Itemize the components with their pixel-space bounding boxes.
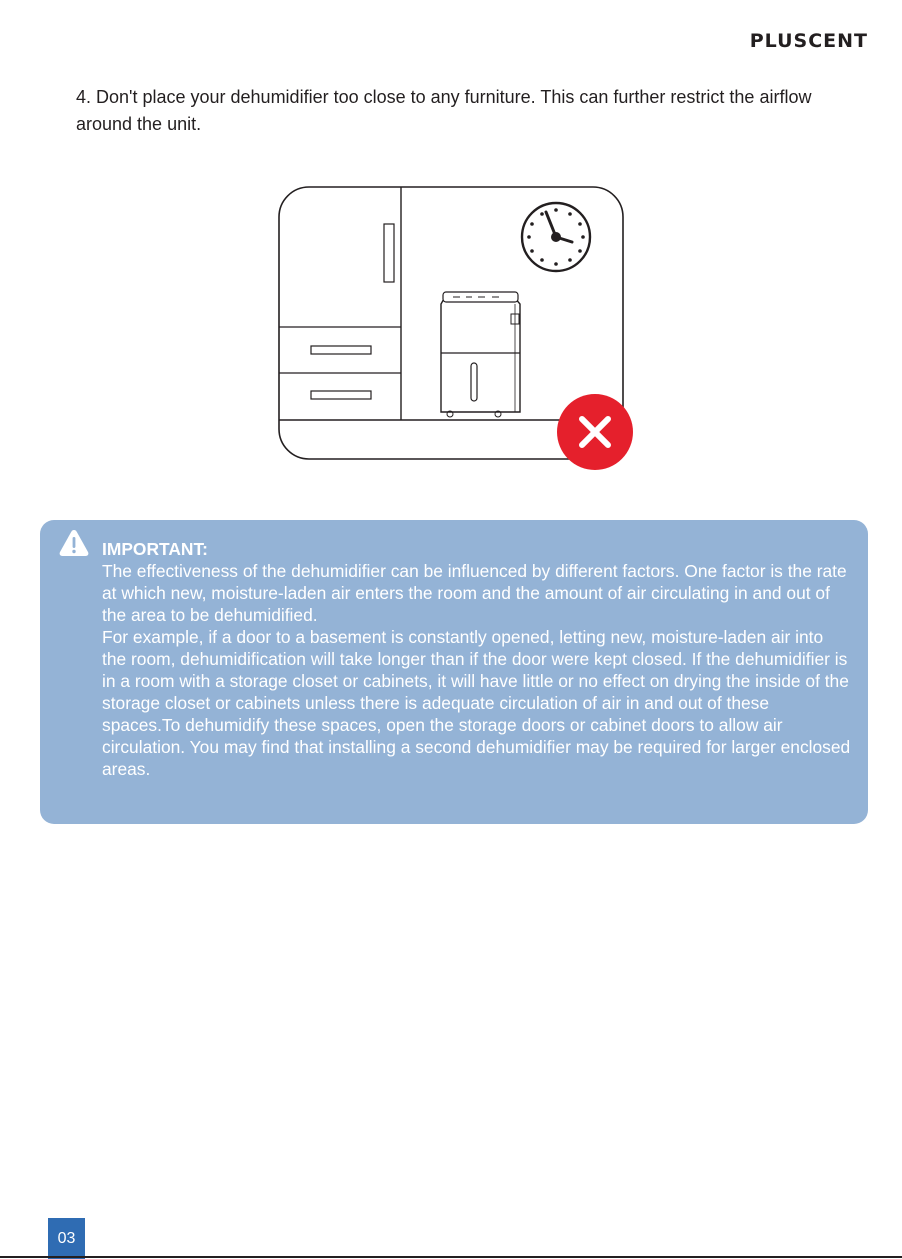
important-content xyxy=(102,538,852,780)
page-number: 03 xyxy=(48,1218,85,1259)
dehumidifier-unit xyxy=(441,292,520,417)
step-instruction: 4. Don't place your dehumidifier too close to any furniture. This can further restrict the airflow around the unit. xyxy=(76,87,812,134)
clock-icon xyxy=(522,203,590,271)
important-paragraph-1: The effectiveness of the dehumidifier can be influenced by different factors. One factor is the rate at which new, moisture-laden air enters the room and the amount of air circulating in and out of the area to be dehumidified. xyxy=(102,561,847,625)
important-notice xyxy=(40,520,868,824)
footer-divider xyxy=(0,1256,902,1258)
wrong-placement-cross-icon xyxy=(557,394,633,470)
brand-logo: PLUSCENT xyxy=(749,30,868,52)
important-heading: IMPORTANT: xyxy=(102,539,208,559)
furniture-placement-illustration xyxy=(278,186,638,472)
warning-icon xyxy=(58,528,90,558)
important-paragraph-2: For example, if a door to a basement is constantly opened, letting new, moisture-laden air into the room, dehumidification will take longer than if the door were kept closed. If the dehumidifier is in a room with a storage closet or cabinets, it will have little or no effect on drying the inside of the storage closet or cabinets unless there is adequate circulation of air in and out of these spaces.To dehumidify these spaces, open the storage doors or cabinet doors to allow air circulation. You may find that installing a second dehumidifier may be required for larger enclosed areas. xyxy=(102,627,851,779)
